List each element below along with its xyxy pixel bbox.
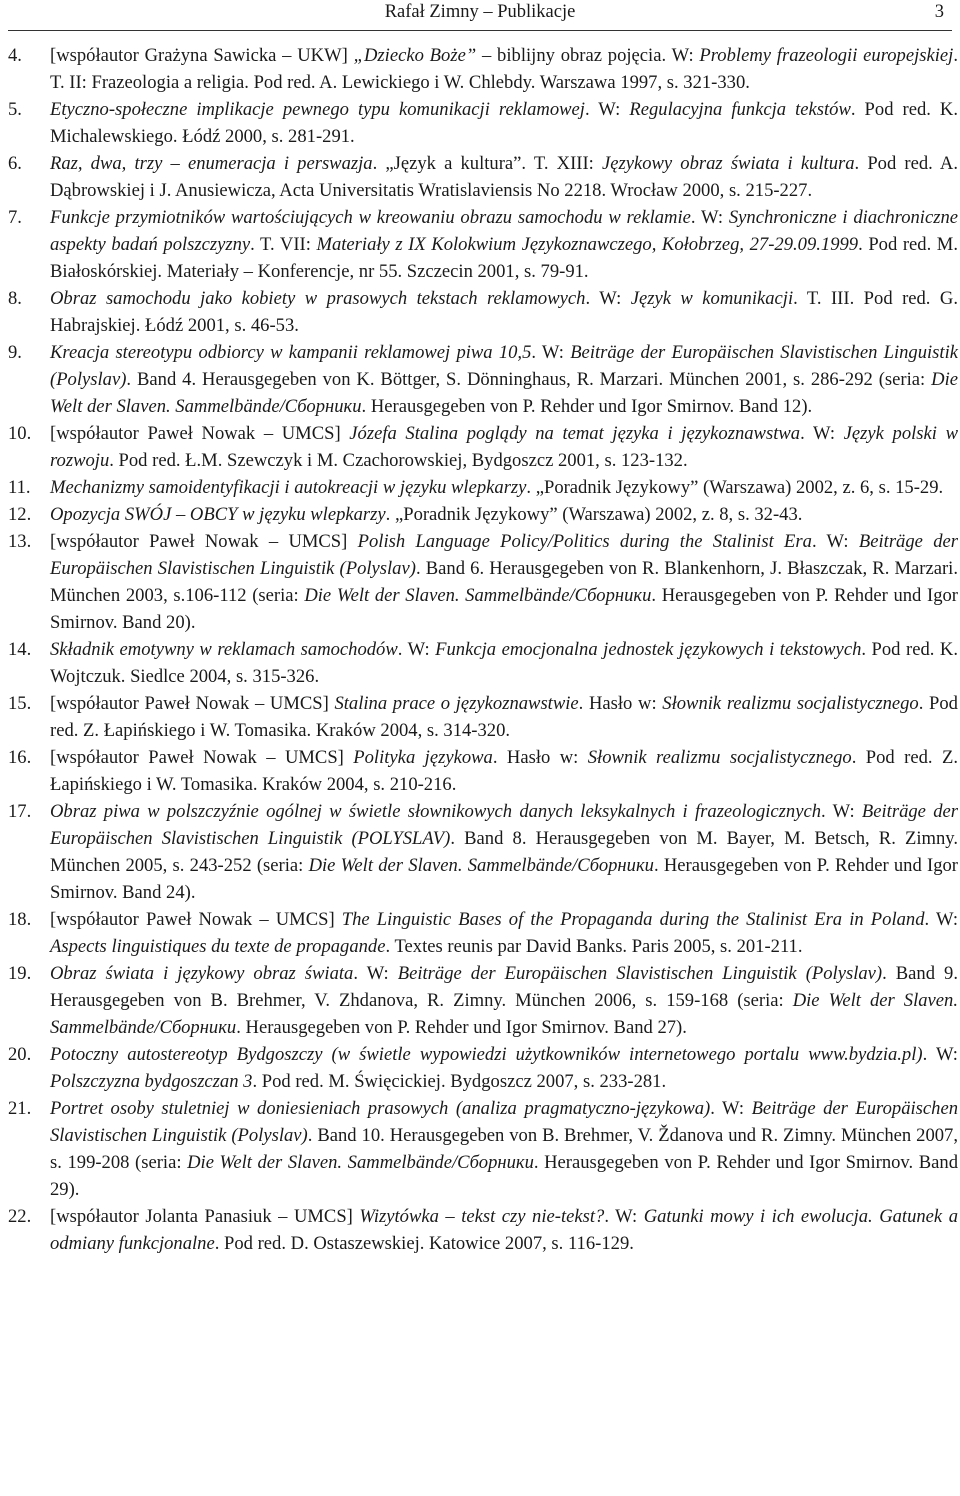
entry-text: [współautor Paweł Nowak – UMCS] xyxy=(50,693,335,714)
entry-text: . Herausgegeben von P. Rehder und Igor Smirnov. Band 12). xyxy=(361,396,813,417)
entry-italic-text: Portret osoby stuletniej w doniesieniach prasowych (analiza pragmatyczno-językowa) xyxy=(50,1098,711,1119)
entry-italic-text: Beiträge der Europäischen Slavistischen Linguistik (POLYSLAV) xyxy=(50,801,958,849)
entry-number: 19. xyxy=(8,963,32,984)
entry-text: . W: xyxy=(604,1206,644,1227)
entry-italic-text: Raz, dwa, trzy – enumeracja i perswazja xyxy=(50,153,373,174)
entry-text: – biblijny obraz pojęcia. W: xyxy=(476,45,700,66)
entry-text: . Pod red. K. Michalewskiego. Łódź 2000, s. 281-291. xyxy=(50,99,959,147)
entry-italic-text: Wizytówka – tekst czy nie-tekst? xyxy=(359,1206,605,1227)
entry-text: . Pod red. Z. Łapińskiego i W. Tomasika. Kraków 2004, s. 210-216. xyxy=(50,747,958,795)
entry-text: . W: xyxy=(811,531,859,552)
entry-number: 12. xyxy=(8,504,32,525)
entry-text: . Herausgegeben von P. Rehder und Igor Smirnov. Band 20). xyxy=(50,585,958,633)
entry-text: . W: xyxy=(821,801,862,822)
entry-text: . „Poradnik Językowy” (Warszawa) 2002, z. 8, s. 32-43. xyxy=(385,504,803,525)
entry-italic-text: Die Welt der Slaven. Sammelbände/Сборники xyxy=(187,1152,534,1173)
entry-number: 9. xyxy=(8,342,22,363)
entry-text: . W: xyxy=(584,99,630,120)
publication-entry xyxy=(8,150,958,204)
publication-entry xyxy=(8,204,958,285)
page-number: 3 xyxy=(934,2,944,22)
entry-text: . Herausgegeben von P. Rehder und Igor Smirnov. Band 27). xyxy=(236,1017,687,1038)
entry-italic-text: Kreacja stereotypu odbiorcy w kampanii reklamowej piwa 10,5 xyxy=(50,342,532,363)
publication-entry xyxy=(8,636,958,690)
entry-italic-text: Problemy frazeologii europejskiej xyxy=(699,45,954,66)
entry-text: . Band 4. Herausgegeben von K. Böttger, S. Dönninghaus, R. Marzari. München 2001, s. 286-292 (seria: xyxy=(126,369,932,390)
entry-text: [współautor Grażyna Sawicka – UKW] xyxy=(50,45,354,66)
entry-number: 13. xyxy=(8,531,32,552)
entry-text: . W: xyxy=(690,207,729,228)
publication-entry xyxy=(8,528,958,636)
entry-italic-text: Polish Language Policy/Politics during the Stalinist Era xyxy=(357,531,812,552)
entry-text: . Band 9. Herausgegeben von B. Brehmer, V. Zhdanova, R. Zimny. München 2006, s. 159-168 (seria: xyxy=(50,963,958,1011)
entry-text: . Hasło w: xyxy=(492,747,588,768)
entry-italic-text: Słownik realizmu socjalistycznego xyxy=(662,693,919,714)
entry-italic-text: Beiträge der Europäischen Slavistischen Linguistik (Polyslav) xyxy=(397,963,883,984)
entry-number: 11. xyxy=(8,477,31,498)
entry-text: . W: xyxy=(585,288,631,309)
entry-italic-text: Beiträge der Europäischen Slavistischen Linguistik (Polyslav) xyxy=(50,531,958,579)
entry-number: 16. xyxy=(8,747,32,768)
entry-text: . Band 8. Herausgegeben von M. Bayer, M. Betsch, R. Zimny. München 2005, s. 243-252 (seria: xyxy=(50,828,958,876)
entry-text: . W: xyxy=(924,909,958,930)
entry-italic-text: Gatunki mowy i ich ewolucja. Gatunek a odmiany funkcjonalne xyxy=(50,1206,958,1254)
entry-italic-text: Die Welt der Slaven. Sammelbände/Сборники xyxy=(304,585,652,606)
entry-text: . Band 10. Herausgegeben von B. Brehmer, V. Ždanova und R. Zimny. München 2007, s. 199-208 (seria: xyxy=(50,1125,958,1173)
entry-italic-text: Józefa Stalina poglądy na temat języka i językoznawstwa xyxy=(349,423,801,444)
entry-italic-text: Język w komunikacji xyxy=(630,288,794,309)
entry-italic-text: Regulacyjna funkcja tekstów xyxy=(629,99,851,120)
entry-text: . Pod red. M. Święcickiej. Bydgoszcz 2007, s. 233-281. xyxy=(252,1071,667,1092)
entry-text: . Herausgegeben von P. Rehder und Igor Smirnov. Band 29). xyxy=(50,1152,958,1200)
publication-entry xyxy=(8,474,958,501)
publication-entry xyxy=(8,501,958,528)
entry-text: . Pod red. D. Ostaszewskiej. Katowice 2007, s. 116-129. xyxy=(214,1233,634,1254)
entry-italic-text: Składnik emotywny w reklamach samochodów xyxy=(50,639,398,660)
entry-number: 5. xyxy=(8,99,22,120)
publication-entry xyxy=(8,42,958,96)
entry-italic-text: Synchroniczne i diachroniczne aspekty badań polszczyzny xyxy=(50,207,959,255)
entry-italic-text: Materiały z IX Kolokwium Językoznawczego, Kołobrzeg, 27-29.09.1999 xyxy=(316,234,859,255)
entry-italic-text: Obraz samochodu jako kobiety w prasowych tekstach reklamowych xyxy=(50,288,586,309)
entry-number: 18. xyxy=(8,909,32,930)
entry-text: . T. II: Frazeologia a religia. Pod red. A. Lewickiego i W. Chlebdy. Warszawa 1997, s. 321-330. xyxy=(50,45,959,93)
entry-italic-text: Opozycja SWÓJ – OBCY w języku wlepkarzy xyxy=(50,504,386,525)
entry-text: [współautor Paweł Nowak – UMCS] xyxy=(50,423,350,444)
entry-italic-text: Obraz świata i językowy obraz świata xyxy=(50,963,354,984)
entry-text: . Pod red. K. Wojtczuk. Siedlce 2004, s. 315-326. xyxy=(50,639,958,687)
entry-italic-text: „Dziecko Boże” xyxy=(353,45,477,66)
publication-entry xyxy=(8,285,958,339)
entry-text: . W: xyxy=(800,423,844,444)
publication-entry xyxy=(8,1095,958,1203)
entry-italic-text: Językowy obraz świata i kultura xyxy=(601,153,855,174)
entry-text: . Pod red. M. Białoskórskiej. Materiały – Konferencje, nr 55. Szczecin 2001, s. 79-91. xyxy=(50,234,958,282)
entry-number: 4. xyxy=(8,45,22,66)
publication-entry xyxy=(8,1041,958,1095)
publication-entry xyxy=(8,906,958,960)
publication-entry xyxy=(8,690,958,744)
entry-number: 21. xyxy=(8,1098,32,1119)
entry-text: . W: xyxy=(922,1044,958,1065)
entry-number: 10. xyxy=(8,423,32,444)
entry-text: . W: xyxy=(710,1098,752,1119)
publication-list xyxy=(8,42,958,1257)
entry-text: . Textes reunis par David Banks. Paris 2005, s. 201-211. xyxy=(385,936,803,957)
entry-italic-text: Beiträge der Europäischen Slavistischen Linguistik (Polyslav) xyxy=(50,342,959,390)
entry-number: 7. xyxy=(8,207,22,228)
entry-text: . Pod red. Z. Łapińskiego i W. Tomasika. Kraków 2004, s. 314-320. xyxy=(50,693,958,741)
entry-text: . Band 6. Herausgegeben von R. Blankenhorn, J. Błaszczak, R. Marzari. München 2003, s.106-112 (seria: xyxy=(50,558,958,606)
entry-text: [współautor Paweł Nowak – UMCS] xyxy=(50,747,354,768)
entry-italic-text: Język polski w rozwoju xyxy=(50,423,958,471)
publication-entry xyxy=(8,798,958,906)
entry-italic-text: Die Welt der Slaven. Sammelbände/Сборники xyxy=(50,990,959,1038)
entry-text: . W: xyxy=(531,342,571,363)
entry-italic-text: Stalina prace o językoznawstwie xyxy=(334,693,579,714)
entry-text: . T. VII: xyxy=(250,234,317,255)
publication-entry xyxy=(8,339,958,420)
entry-number: 22. xyxy=(8,1206,32,1227)
publication-entry xyxy=(8,744,958,798)
entry-text: [współautor Paweł Nowak – UMCS] xyxy=(50,909,342,930)
entry-text: . W: xyxy=(397,639,436,660)
entry-text: . Pod red. A. Dąbrowskiej i J. Anusiewicza, Acta Universitatis Wratislaviensis No 2218. Wrocław 2000, s. 215-227. xyxy=(50,153,958,201)
entry-italic-text: Beiträge der Europäischen Slavistischen Linguistik (Polyslav) xyxy=(50,1098,958,1146)
publication-entry xyxy=(8,420,958,474)
entry-italic-text: Funkcja emocjonalna jednostek językowych i tekstowych xyxy=(435,639,862,660)
entry-italic-text: Mechanizmy samoidentyfikacji i autokreacji w języku wlepkarzy xyxy=(50,477,527,498)
entry-text: . „Język a kultura”. T. XIII: xyxy=(372,153,602,174)
entry-number: 14. xyxy=(8,639,32,660)
entry-italic-text: Die Welt der Slaven. Sammelbände/Сборники xyxy=(308,855,654,876)
entry-italic-text: Obraz piwa w polszczyźnie ogólnej w świetle słownikowych danych leksykalnych i frazeologicznych xyxy=(50,801,821,822)
publication-entry xyxy=(8,96,958,150)
entry-number: 8. xyxy=(8,288,22,309)
entry-number: 17. xyxy=(8,801,32,822)
entry-text: [współautor Paweł Nowak – UMCS] xyxy=(50,531,358,552)
entry-italic-text: Potoczny autostereotyp Bydgoszczy (w świetle wypowiedzi użytkowników internetowego portalu www.bydzia.pl) xyxy=(50,1044,923,1065)
entry-text: . „Poradnik Językowy” (Warszawa) 2002, z. 6, s. 15-29. xyxy=(526,477,944,498)
entry-number: 6. xyxy=(8,153,22,174)
publication-entry xyxy=(8,1203,958,1257)
entry-text: . Hasło w: xyxy=(578,693,663,714)
entry-text: [współautor Jolanta Panasiuk – UMCS] xyxy=(50,1206,360,1227)
entry-italic-text: Polszczyzna bydgoszczan 3 xyxy=(50,1071,253,1092)
entry-italic-text: The Linguistic Bases of the Propaganda during the Stalinist Era in Poland xyxy=(341,909,925,930)
entry-text: . T. III. Pod red. G. Habrajskiej. Łódź 2001, s. 46-53. xyxy=(50,288,958,336)
entry-number: 20. xyxy=(8,1044,32,1065)
page-header xyxy=(8,0,952,31)
entry-number: 15. xyxy=(8,693,32,714)
entry-italic-text: Die Welt der Slaven. Sammelbände/Сборники xyxy=(50,369,958,417)
entry-text: . Herausgegeben von P. Rehder und Igor Smirnov. Band 24). xyxy=(50,855,958,903)
header-title: Rafał Zimny – Publikacje xyxy=(384,2,576,22)
entry-italic-text: Słownik realizmu socjalistycznego xyxy=(587,747,852,768)
entry-text: . Pod red. Ł.M. Szewczyk i M. Czachorowskiej, Bydgoszcz 2001, s. 123-132. xyxy=(109,450,688,471)
entry-italic-text: Etyczno-społeczne implikacje pewnego typu komunikacji reklamowej xyxy=(50,99,585,120)
publication-entry xyxy=(8,960,958,1041)
entry-text: . W: xyxy=(353,963,398,984)
entry-italic-text: Polityka językowa xyxy=(353,747,493,768)
entry-italic-text: Funkcje przymiotników wartościujących w kreowaniu obrazu samochodu w reklamie xyxy=(50,207,691,228)
entry-italic-text: Aspects linguistiques du texte de propagande xyxy=(50,936,386,957)
